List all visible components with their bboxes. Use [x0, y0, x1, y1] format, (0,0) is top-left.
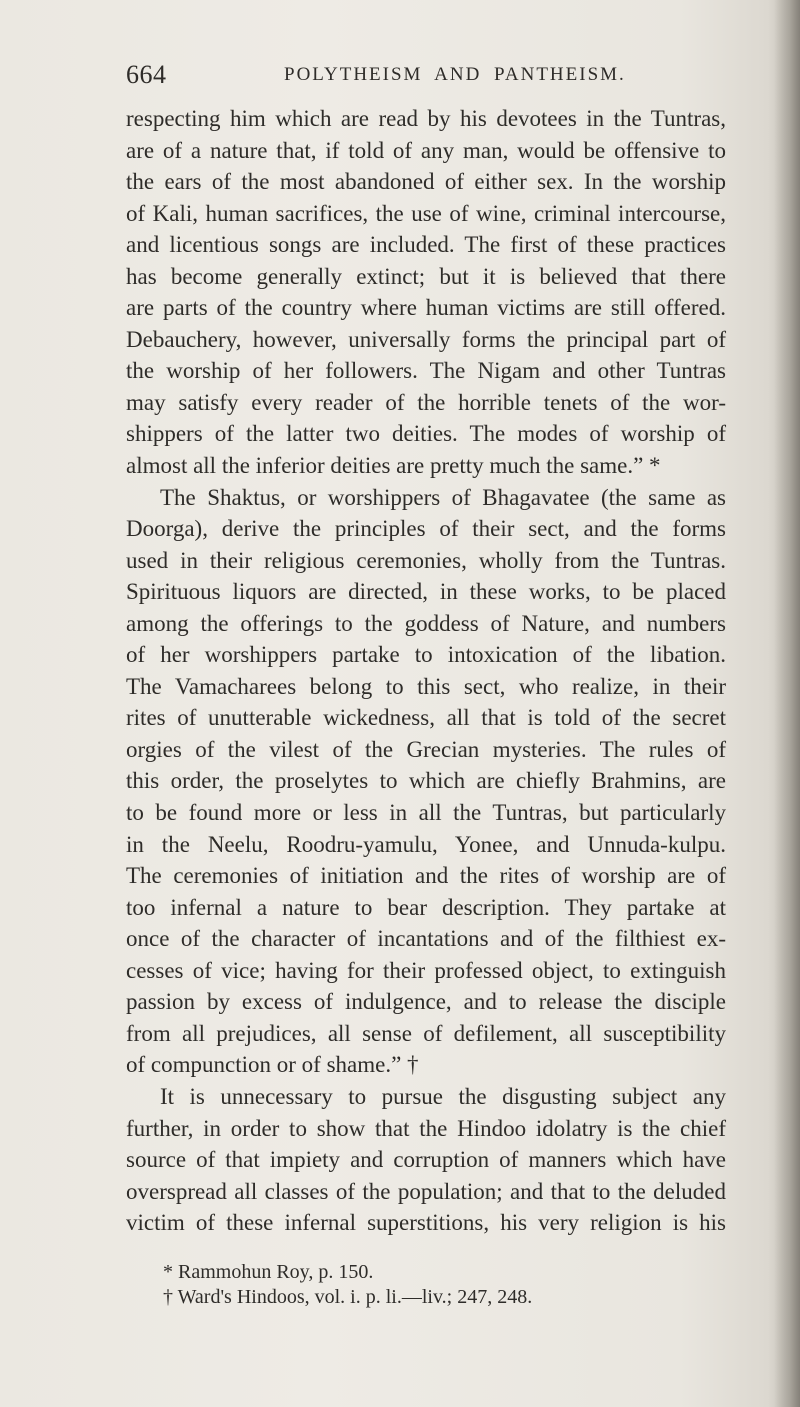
text-line: orgies of the vilest of the Grecian mysteries. The rules of: [126, 736, 726, 762]
text-line: of compunction or of shame.” †: [126, 1052, 419, 1078]
text-line: and licentious songs are included. The first of these practices: [126, 232, 726, 258]
footnote-2: † Ward's Hindoos, vol. i. p. li.—liv.; 247, 248.: [163, 1286, 533, 1308]
text-line: overspread all classes of the population; and that to the deluded: [126, 1178, 726, 1204]
text-line: almost all the inferior deities are pretty much the same.” *: [126, 453, 661, 479]
text-line: passion by excess of indulgence, and to release the disciple: [126, 989, 726, 1015]
text-line: rites of unutterable wickedness, all that is told of the secret: [126, 705, 726, 731]
text-line: the ears of the most abandoned of either sex. In the worship: [126, 169, 726, 195]
text-line: of her worshippers partake to intoxication of the libation.: [126, 642, 726, 668]
text-line: to be found more or less in all the Tuntras, but particularly: [126, 800, 726, 826]
text-line: among the offerings to the goddess of Nature, and numbers: [126, 610, 726, 636]
text-line: are of a nature that, if told of any man, would be offensive to: [126, 137, 726, 163]
page-number: 664: [126, 60, 167, 89]
text-line: are parts of the country where human victims are still offered.: [126, 295, 726, 321]
text-line: may satisfy every reader of the horrible tenets of the wor-: [126, 389, 726, 415]
body-text: [126, 103, 726, 1239]
footnotes: [163, 1260, 723, 1310]
page-edge-shadow: [774, 0, 800, 1407]
text-line: once of the character of incantations and of the filthiest ex-: [126, 926, 726, 952]
text-line: The ceremonies of initiation and the rites of worship are of: [126, 863, 726, 889]
text-line: shippers of the latter two deities. The modes of worship of: [126, 421, 726, 447]
text-line: this order, the proselytes to which are chiefly Brahmins, are: [126, 768, 726, 794]
running-head: POLYTHEISM AND PANTHEISM.: [284, 64, 626, 85]
text-line: further, in order to show that the Hindoo idolatry is the chief: [126, 1115, 726, 1141]
text-line: in the Neelu, Roodru-yamulu, Yonee, and Unnuda-kulpu.: [126, 831, 726, 857]
text-line: respecting him which are read by his devotees in the Tuntras,: [126, 106, 726, 131]
text-line: It is unnecessary to pursue the disgusting subject any: [160, 1083, 726, 1109]
text-line: cesses of vice; having for their professed object, to extinguish: [126, 957, 726, 983]
text-line: The Shaktus, or worshippers of Bhagavatee (the same as: [160, 484, 726, 510]
text-line: Spirituous liquors are directed, in these works, to be placed: [126, 579, 726, 605]
text-line: from all prejudices, all sense of defilement, all susceptibility: [126, 1020, 726, 1046]
text-line: victim of these infernal superstitions, his very religion is his: [126, 1210, 726, 1236]
text-line: Debauchery, however, universally forms the principal part of: [126, 326, 726, 352]
text-line: The Vamacharees belong to this sect, who realize, in their: [126, 673, 726, 699]
page-header: [126, 60, 716, 90]
text-line: too infernal a nature to bear description. They partake at: [126, 894, 726, 920]
text-line: source of that impiety and corruption of manners which have: [126, 1147, 726, 1173]
text-line: of Kali, human sacrifices, the use of wine, criminal intercourse,: [126, 200, 726, 226]
text-line: the worship of her followers. The Nigam and other Tuntras: [126, 358, 726, 384]
text-line: used in their religious ceremonies, wholly from the Tuntras.: [126, 547, 726, 573]
footnote-1: * Rammohun Roy, p. 150.: [163, 1261, 374, 1283]
text-line: has become generally extinct; but it is believed that there: [126, 263, 726, 289]
text-line: Doorga), derive the principles of their sect, and the forms: [126, 516, 726, 542]
